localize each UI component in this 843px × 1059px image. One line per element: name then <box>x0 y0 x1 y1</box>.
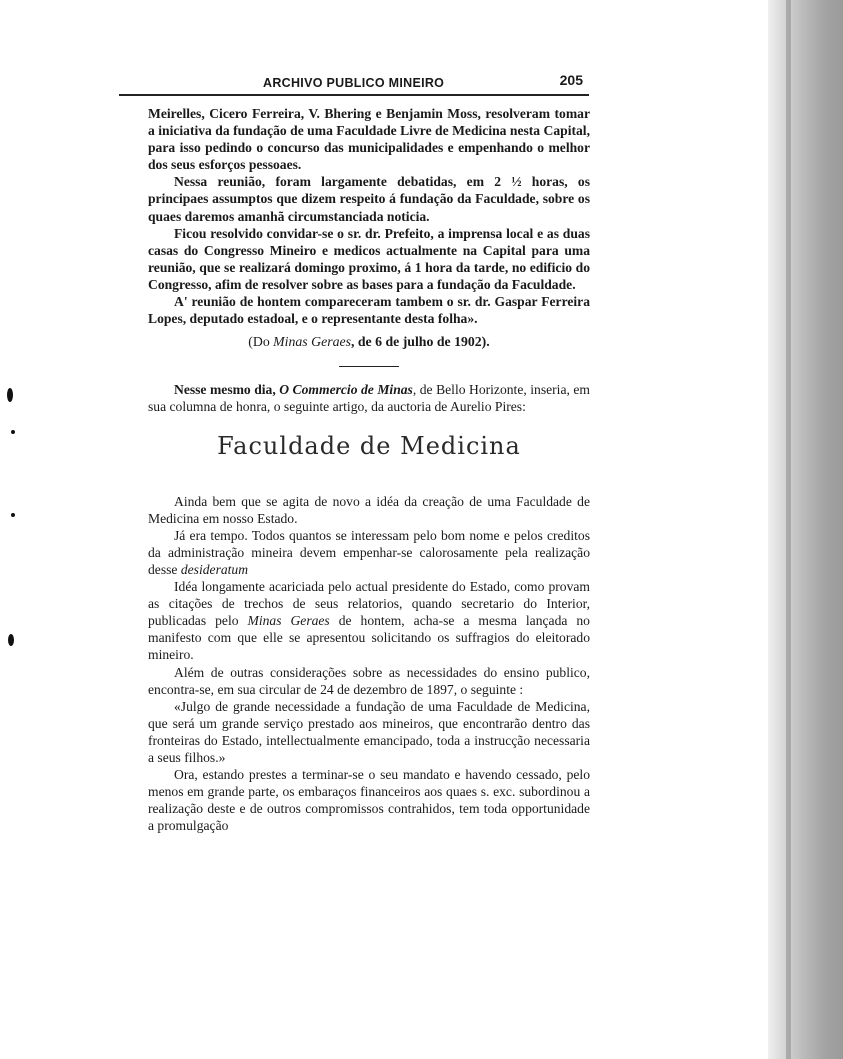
paragraph: Meirelles, Cicero Ferreira, V. Bhering e Benjamin Moss, resolveram tomar a iniciativa da fundação de uma Faculdade Livre de Medicina nesta Capital, para isso pedindo o concurso das municipalidades e empenhando o melhor dos seus esforços pessoaes. <box>148 106 590 173</box>
source-newspaper-title: Minas Geraes <box>273 334 351 350</box>
text-column <box>148 105 590 834</box>
page-number: 205 <box>559 72 583 88</box>
section-divider <box>339 366 399 367</box>
ink-mark <box>11 513 15 517</box>
article-quote: «Julgo de grande necessidade a fundação de uma Faculdade de Medicina, que será um grande serviço prestado aos mineiros, que encontrarão dentro das fronteiras do Estado, intellectualmente emancipado, toda a instrucção necessaria a seus filhos.» <box>148 698 590 765</box>
page-edge-shadow <box>768 0 843 1059</box>
paragraph: A' reunião de hontem compareceram tambem o sr. dr. Gaspar Ferreira Lopes, deputado estadoal, e o representante desta folha». <box>148 294 590 327</box>
intro-before: Nesse mesmo dia, <box>174 382 280 398</box>
article-paragraph <box>148 578 590 663</box>
article-paragraph <box>148 527 590 578</box>
ink-mark <box>7 388 13 402</box>
source-before: (Do <box>248 334 274 350</box>
article-text: Idéa longamente acariciada pelo actual presidente do Estado, como provam as citações de trechos de seus relatorios, quando secretario do Interior, publicadas pelo <box>148 579 590 629</box>
running-title: ARCHIVO PUBLICO MINEIRO <box>263 76 445 90</box>
paragraph: Nessa reunião, foram largamente debatidas, em 2 ½ horas, os principaes assumptos que dizem respeito á fundação da Faculdade, sobre os quaes daremos amanhã circumstanciada noticia. <box>148 174 590 224</box>
section-title: Faculdade de Medicina <box>217 431 521 460</box>
intro-after: , de Bello Horizonte, inseria, em sua columna de honra, o seguinte artigo, da auctoria de Aurelio Pires: <box>148 382 590 415</box>
article-text: Já era tempo. Todos quantos se interessam pelo bom nome e pelos creditos da administração mineira devem empenhar-se calorosamente pela realização desse <box>148 527 590 577</box>
article-italic: Minas Geraes <box>247 613 330 629</box>
article-italic: desideratum <box>180 561 249 577</box>
intro-paragraph <box>148 381 590 415</box>
paragraph <box>148 225 590 293</box>
article-paragraph: Ora, estando prestes a terminar-se o seu mandato e havendo cessado, pelo menos em grande parte, os embaraços financeiros aos quaes s. exc. subordinou a realização deste e de outros compromissos contrahidos, tem toda opportunidade a promulgação <box>148 767 590 834</box>
ink-mark <box>11 430 15 434</box>
running-header <box>119 72 589 96</box>
source-citation <box>148 333 590 350</box>
article-paragraph: Além de outras considerações sobre as necessidades do ensino publico, encontra-se, em sua circular de 24 de dezembro de 1897, o seguinte : <box>148 664 590 697</box>
source-after: , de 6 de julho de 1902). <box>350 334 490 350</box>
paragraph-text: Ficou resolvido convidar-se o sr. dr. Prefeito, a imprensa local e as duas casas do Congresso Mineiro e medicos actualmente na Capital para uma reunião, que se realizará domingo proximo, á 1 hora da tarde, no edificio do Congresso, afim de resolver sobre as bases para a fundação da Faculdade. <box>148 225 590 292</box>
page-binding-strip <box>786 0 791 1059</box>
ink-mark <box>8 634 14 646</box>
article-text: de hontem, acha-se a mesma lançada no manifesto com que elle se apresentou solicitando os suffragios do eleitorado mineiro. <box>148 613 590 663</box>
intro-newspaper: O Commercio de Minas <box>279 382 413 398</box>
article-paragraph: Ainda bem que se agita de novo a idéa da creação de uma Faculdade de Medicina em nosso Estado. <box>148 493 590 526</box>
